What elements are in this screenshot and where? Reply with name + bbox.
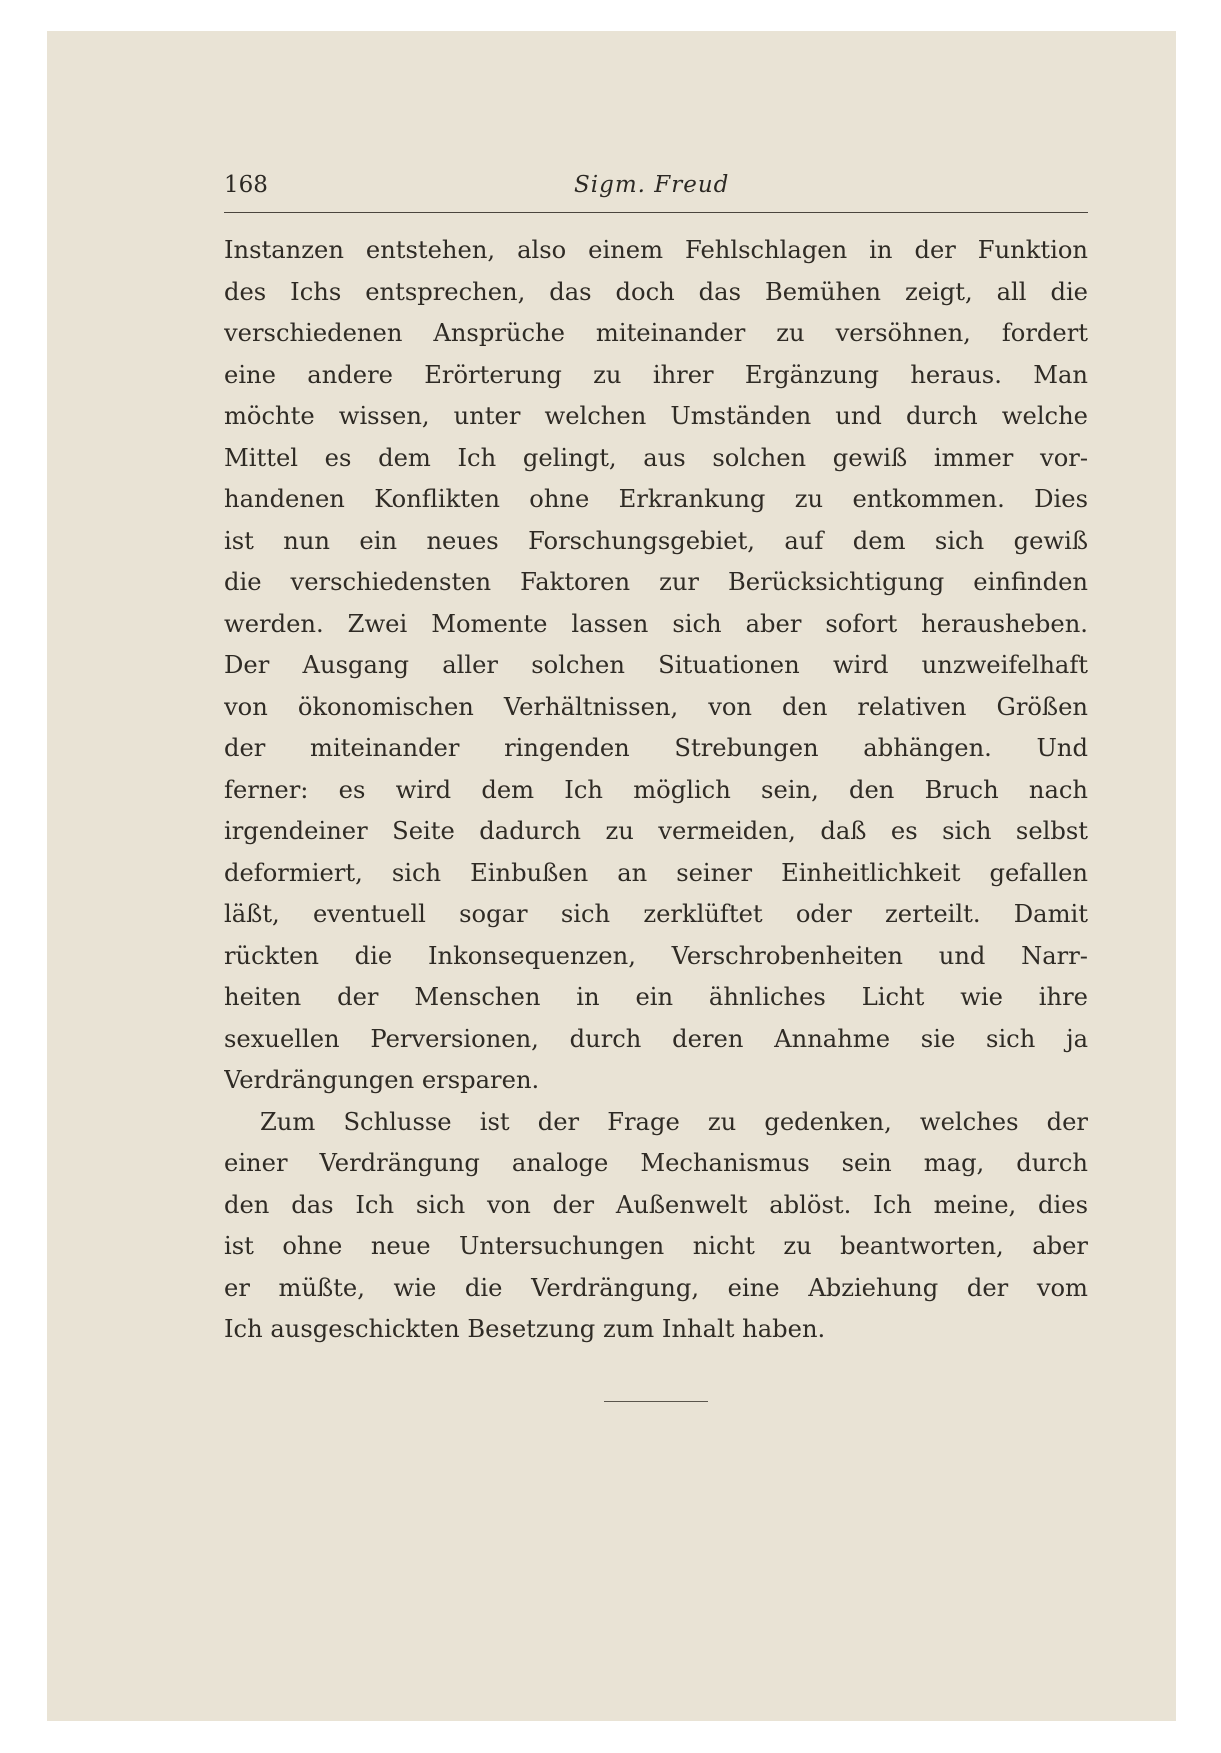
header-rule [224,212,1088,213]
text-line: der miteinander ringenden Strebungen abhängen. Und [224,734,1088,762]
text-line: Der Ausgang aller solchen Situationen wird unzweifelhaft [224,651,1088,679]
text-line: des Ichs entsprechen, das doch das Bemühen zeigt, all die [224,277,1088,306]
text-line: eine andere Erörterung zu ihrer Ergänzung heraus. Man [224,360,1088,389]
text-line: Ich ausgeschickten Besetzung zum Inhalt haben. [224,1315,826,1343]
text-line: die verschiedensten Faktoren zur Berücksichtigung einfinden [224,568,1088,596]
text-line: ist ohne neue Untersuchungen nicht zu beantworten, aber [224,1232,1088,1260]
text-line: ist nun ein neues Forschungsgebiet, auf dem sich gewiß [224,526,1088,555]
text-line: deformiert, sich Einbußen an seiner Einheitlichkeit gefallen [224,858,1088,887]
page-number: 168 [224,172,268,198]
running-head: Sigm. Freud [574,172,730,198]
text-line: einer Verdrängung analoge Mechanismus sein mag, durch [224,1149,1088,1177]
text-line: rückten die Inkonsequenzen, Verschrobenheiten und Narr- [224,941,1088,970]
text-line: läßt, eventuell sogar sich zerklüftet oder zerteilt. Damit [224,900,1088,928]
text-line: Mittel es dem Ich gelingt, aus solchen gewiß immer vor- [224,443,1088,472]
text-line: werden. Zwei Momente lassen sich aber sofort herausheben. [224,609,1088,638]
text-line: Instanzen entstehen, also einem Fehlschlagen in der Funktion [224,236,1088,264]
text-line: Verdrängungen ersparen. [224,1066,540,1094]
text-line: er müßte, wie die Verdrängung, eine Abziehung der vom [224,1273,1088,1302]
page-header [224,172,1088,212]
body-text [224,230,1088,1351]
text-line: von ökonomischen Verhältnissen, von den relativen Größen [224,692,1088,721]
text-line: verschiedenen Ansprüche miteinander zu versöhnen, fordert [224,319,1088,347]
text-line: möchte wissen, unter welchen Umständen und durch welche [224,402,1088,430]
text-line: sexuellen Perversionen, durch deren Annahme sie sich ja [224,1024,1088,1053]
text-line: handenen Konflikten ohne Erkrankung zu entkommen. Dies [224,485,1088,513]
end-rule [604,1401,708,1402]
text-line: heiten der Menschen in ein ähnliches Licht wie ihre [224,983,1088,1011]
text-line: ferner: es wird dem Ich möglich sein, den Bruch nach [224,775,1088,804]
text-line: den das Ich sich von der Außenwelt ablöst. Ich meine, dies [224,1190,1088,1219]
text-line: irgendeiner Seite dadurch zu vermeiden, daß es sich selbst [224,817,1088,845]
text-line: Zum Schlusse ist der Frage zu gedenken, welches der [260,1107,1088,1136]
